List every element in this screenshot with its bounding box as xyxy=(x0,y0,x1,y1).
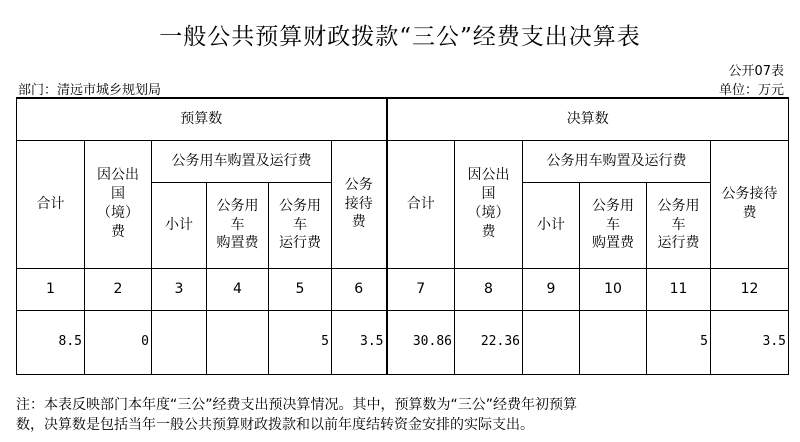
final-abroad-header xyxy=(455,140,523,268)
text-line: 国 xyxy=(111,186,125,203)
column-number: 8 xyxy=(455,268,523,310)
text-line: 车 xyxy=(671,216,686,233)
text-line: 国 xyxy=(481,186,496,203)
final-reception-header xyxy=(711,140,789,268)
final-car-operation-value: 5 xyxy=(647,310,711,374)
text-line: （境） xyxy=(97,205,139,221)
text-line: （境） xyxy=(467,205,510,221)
three-public-expenses-table xyxy=(16,97,789,375)
final-total-value: 30.86 xyxy=(387,310,455,374)
budget-total-value: 8.5 xyxy=(17,310,85,374)
text-line: 费 xyxy=(111,223,125,240)
budget-subtotal-value xyxy=(152,310,207,374)
final-car-operation-header xyxy=(647,182,711,268)
column-number: 12 xyxy=(711,268,789,310)
column-number: 9 xyxy=(523,268,580,310)
final-abroad-value: 22.36 xyxy=(455,310,523,374)
budget-car-operation-value: 5 xyxy=(269,310,332,374)
final-reception-value: 3.5 xyxy=(711,310,789,374)
final-car-group-header: 公务用车购置及运行费 xyxy=(523,140,711,182)
column-number: 11 xyxy=(647,268,711,310)
text-line: 费 xyxy=(351,214,366,231)
column-number: 2 xyxy=(85,268,152,310)
budget-subtotal-header: 小计 xyxy=(152,182,207,268)
department-label: 部门：清远市城乡规划局 xyxy=(18,83,162,98)
budget-car-operation-header xyxy=(269,182,332,268)
footnote xyxy=(16,395,791,435)
final-car-purchase-header xyxy=(580,182,647,268)
text-line: 车 xyxy=(606,216,620,233)
budget-abroad-value: 0 xyxy=(85,310,152,374)
budget-total-header: 合计 xyxy=(17,140,85,268)
text-line: 公务用 xyxy=(279,197,321,214)
text-line: 购置费 xyxy=(216,235,259,252)
column-number: 7 xyxy=(387,268,455,310)
final-total-header: 合计 xyxy=(387,140,455,268)
footnote-line: 注：本表反映部门本年度“三公”经费支出预决算情况。其中，预算数为“三公”经费年初预算 xyxy=(16,397,578,413)
text-line: 公务接待 xyxy=(721,186,778,203)
final-car-purchase-value xyxy=(580,310,647,374)
text-line: 公务用 xyxy=(216,197,259,214)
text-line: 运行费 xyxy=(657,235,700,252)
unit-label: 单位：万元 xyxy=(718,83,784,98)
text-line: 公务用 xyxy=(657,197,700,214)
column-number: 6 xyxy=(332,268,387,310)
budget-reception-value: 3.5 xyxy=(332,310,387,374)
text-line: 车 xyxy=(230,216,245,233)
budget-car-purchase-header xyxy=(207,182,269,268)
text-line: 公务用 xyxy=(592,197,634,214)
column-number-row xyxy=(17,268,789,310)
column-number: 4 xyxy=(207,268,269,310)
text-line: 运行费 xyxy=(279,235,321,252)
final-subtotal-header: 小计 xyxy=(523,182,580,268)
column-number: 3 xyxy=(152,268,207,310)
text-line: 费 xyxy=(742,205,757,221)
column-number: 10 xyxy=(580,268,647,310)
budget-abroad-header xyxy=(85,140,152,268)
text-line: 购置费 xyxy=(592,235,634,252)
footnote-line: 数，决算数是包括当年一般公共预算财政拨款和以前年度结转资金安排的实际支出。 xyxy=(16,417,534,433)
column-number: 5 xyxy=(269,268,332,310)
budget-car-purchase-value xyxy=(207,310,269,374)
text-line: 接待 xyxy=(344,195,373,212)
value-row xyxy=(17,310,789,374)
budget-car-group-header: 公务用车购置及运行费 xyxy=(152,140,332,182)
final-group-header: 决算数 xyxy=(387,98,789,140)
column-number: 1 xyxy=(17,268,85,310)
text-line: 因公出 xyxy=(467,167,510,184)
text-line: 因公出 xyxy=(97,167,139,184)
final-subtotal-value xyxy=(523,310,580,374)
text-line: 费 xyxy=(481,223,496,240)
report-title: 一般公共预算财政拨款“三公”经费支出决算表 xyxy=(159,24,641,50)
budget-group-header: 预算数 xyxy=(17,98,387,140)
form-number: 公开07表 xyxy=(728,64,784,79)
text-line: 公务 xyxy=(344,176,373,193)
text-line: 车 xyxy=(293,216,307,233)
budget-reception-header xyxy=(332,140,387,268)
